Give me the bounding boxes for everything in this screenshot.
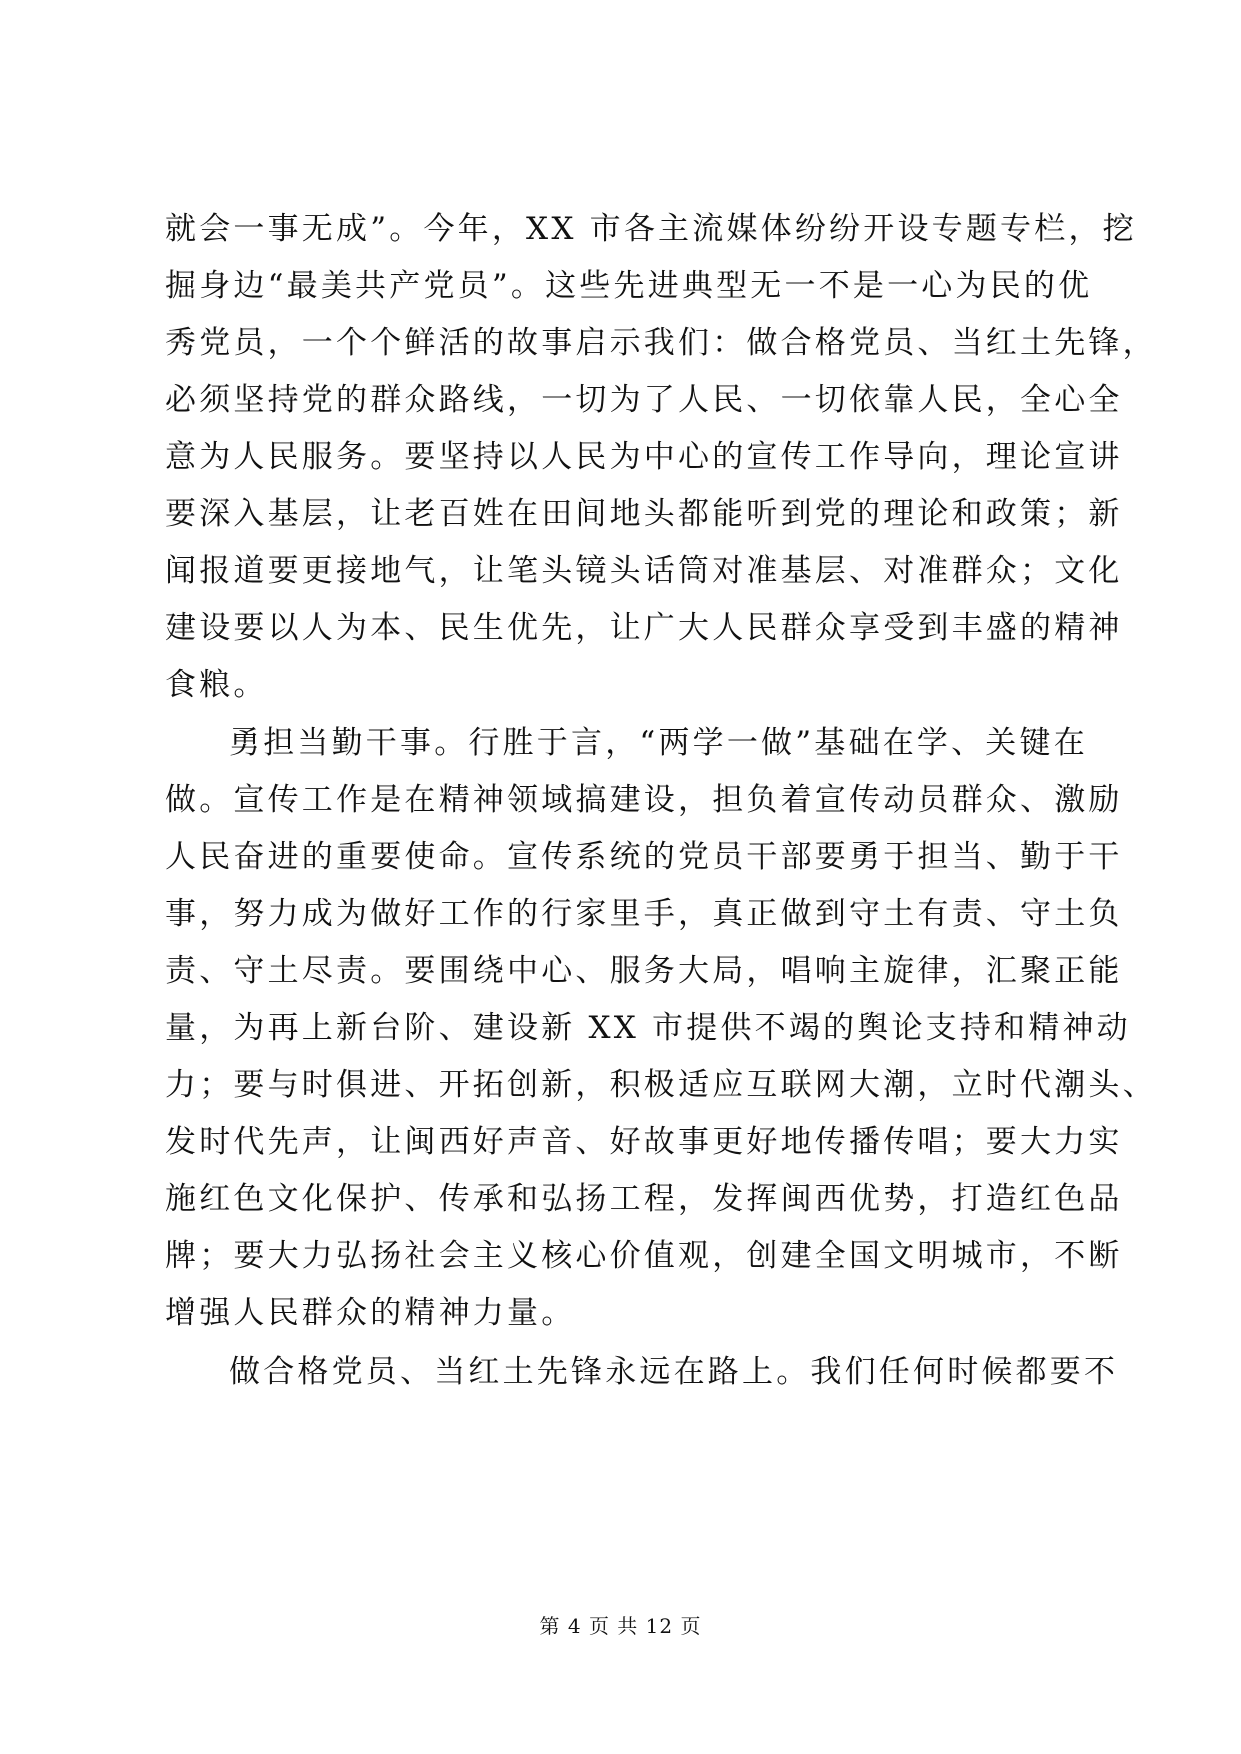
text-line: 建设要以人为本、民生优先，让广大人民群众享受到丰盛的精神 <box>165 610 1123 646</box>
text-line: 要深入基层，让老百姓在田间地头都能听到党的理论和政策；新 <box>165 496 1123 532</box>
page-number-footer: 第 4 页 共 12 页 <box>539 1614 702 1638</box>
paragraph-first-line: 做合格党员、当红土先锋永远在路上。我们任何时候都要不 <box>229 1354 1119 1390</box>
text-line: 掘身边“最美共产党员”。这些先进典型无一不是一心为民的优 <box>165 268 1093 304</box>
text-line: 意为人民服务。要坚持以人民为中心的宣传工作导向，理论宣讲 <box>165 439 1123 475</box>
text-line: 事，努力成为做好工作的行家里手，真正做到守土有责、守土负 <box>165 896 1123 932</box>
text-line: 就会一事无成”。今年，XX 市各主流媒体纷纷开设专题专栏，挖 <box>165 211 1137 247</box>
text-line: 做。宣传工作是在精神领域搞建设，担负着宣传动员群众、激励 <box>165 782 1123 818</box>
text-line: 施红色文化保护、传承和弘扬工程，发挥闽西优势，打造红色品 <box>165 1181 1123 1217</box>
text-line: 发时代先声，让闽西好声音、好故事更好地传播传唱；要大力实 <box>165 1124 1123 1160</box>
paragraph-first-line: 勇担当勤干事。行胜于言，“两学一做”基础在学、关键在 <box>229 725 1088 761</box>
text-line: 力；要与时俱进、开拓创新，积极适应互联网大潮，立时代潮头、 <box>165 1067 1157 1103</box>
text-line: 量，为再上新台阶、建设新 XX 市提供不竭的舆论支持和精神动 <box>165 1010 1131 1046</box>
text-line: 食粮。 <box>165 667 268 703</box>
text-line: 责、守土尽责。要围绕中心、服务大局，唱响主旋律，汇聚正能 <box>165 953 1123 989</box>
text-line: 人民奋进的重要使命。宣传系统的党员干部要勇于担当、勤于干 <box>165 839 1123 875</box>
text-line: 闻报道要更接地气，让笔头镜头话筒对准基层、对准群众；文化 <box>165 553 1123 589</box>
text-line: 必须坚持党的群众路线，一切为了人民、一切依靠人民，全心全 <box>165 382 1123 418</box>
text-line: 牌；要大力弘扬社会主义核心价值观，创建全国文明城市，不断 <box>165 1238 1123 1274</box>
text-line: 增强人民群众的精神力量。 <box>165 1295 576 1331</box>
text-line: 秀党员，一个个鲜活的故事启示我们：做合格党员、当红土先锋， <box>165 325 1157 361</box>
